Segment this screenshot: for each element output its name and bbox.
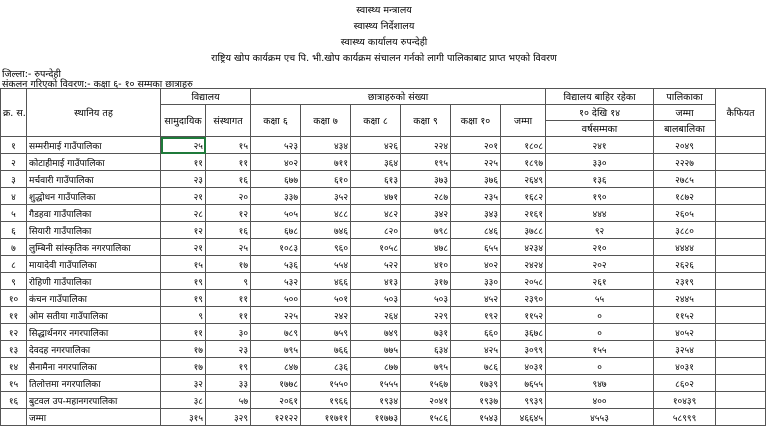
cell-g7[interactable]: ४६६ [301, 273, 351, 290]
cell-community[interactable]: २५ [161, 137, 206, 154]
cell-palika[interactable]: २०४९ [654, 137, 716, 154]
cell-total[interactable]: २४२४ [501, 256, 546, 273]
cell-outside[interactable]: ४५५३ [546, 409, 654, 426]
header-out-of-school: विद्यालय बाहिर रहेका [546, 89, 654, 105]
cell-g6[interactable]: ७८९ [251, 324, 301, 341]
cell-institutional[interactable]: २५ [206, 239, 251, 256]
cell-g10[interactable]: ४२५ [451, 341, 501, 358]
cell-g6[interactable]: ६७८ [251, 222, 301, 239]
cell-sn[interactable]: ८ [1, 256, 27, 273]
cell-community[interactable]: १७ [161, 358, 206, 375]
header-grade7: कक्षा ७ [301, 105, 351, 137]
cell-outside[interactable]: २६१ [546, 273, 654, 290]
cell-g7[interactable]: ३५२ [301, 188, 351, 205]
cell-g9[interactable]: ४१० [401, 256, 451, 273]
cell-g7[interactable]: ९६० [301, 239, 351, 256]
header-palika-total-2: जम्मा [654, 105, 716, 121]
cell-name[interactable]: मर्चवारी गाउँपालिका [27, 171, 161, 188]
cell-palika[interactable]: २४४५ [654, 290, 716, 307]
cell-palika[interactable]: ५८९९९ [654, 409, 716, 426]
cell-palika[interactable]: २६०५ [654, 205, 716, 222]
table-row [1, 273, 766, 290]
cell-g6[interactable]: ५०५ [251, 205, 301, 222]
cell-g7[interactable]: ४८८ [301, 205, 351, 222]
cell-palika[interactable]: ८६०२ [654, 375, 716, 392]
cell-g6[interactable]: २२५ [251, 307, 301, 324]
cell-g6[interactable]: ५३२ [251, 273, 301, 290]
header-out-of-school-age: १० देखि १४ [546, 105, 654, 121]
cell-sn[interactable]: २ [1, 154, 27, 171]
cell-remarks[interactable] [716, 273, 766, 290]
cell-g8[interactable]: ५०३ [351, 290, 401, 307]
cell-g9[interactable]: २०४१ [401, 392, 451, 409]
table-row [1, 239, 766, 256]
cell-palika[interactable]: २७८५ [654, 171, 716, 188]
cell-g9[interactable]: ३७३ [401, 171, 451, 188]
table-row [1, 205, 766, 222]
cell-palika[interactable]: २२२७ [654, 154, 716, 171]
cell-g8[interactable]: ११७७३ [351, 409, 401, 426]
cell-remarks[interactable] [716, 341, 766, 358]
cell-g7[interactable]: ७११ [301, 154, 351, 171]
cell-community[interactable]: १२ [161, 222, 206, 239]
cell-institutional[interactable]: १६ [206, 171, 251, 188]
cell-sn[interactable]: १० [1, 290, 27, 307]
cell-g8[interactable]: ५२२ [351, 256, 401, 273]
cell-g8[interactable]: ४८२ [351, 205, 401, 222]
cell-remarks[interactable] [716, 290, 766, 307]
cell-g8[interactable]: ४१३ [351, 273, 401, 290]
cell-outside[interactable]: ० [546, 324, 654, 341]
cell-name[interactable]: मायादेवी गाउँपालिका [27, 256, 161, 273]
cell-name[interactable]: रोहिणी गाउँपालिका [27, 273, 161, 290]
table-row [1, 307, 766, 324]
cell-institutional[interactable]: १२ [206, 205, 251, 222]
header-students-count: छात्राहरुको संख्या [251, 89, 546, 105]
cell-g9[interactable]: २८७ [401, 188, 451, 205]
table-row [1, 290, 766, 307]
cell-g10[interactable]: १९२ [451, 307, 501, 324]
cell-g7[interactable]: ११७११ [301, 409, 351, 426]
cell-g6[interactable]: ७९५ [251, 341, 301, 358]
cell-g9[interactable]: २२४ [401, 137, 451, 154]
header-palika-total: पालिकाका [654, 89, 716, 105]
cell-outside[interactable]: ९२ [546, 222, 654, 239]
cell-g10[interactable]: ६६० [451, 324, 501, 341]
cell-sn[interactable]: ४ [1, 188, 27, 205]
cell-name[interactable]: तिलोत्तमा नगरपालिका [27, 375, 161, 392]
cell-community[interactable]: ११ [161, 154, 206, 171]
header-grade6: कक्षा ६ [251, 105, 301, 137]
cell-g8[interactable]: ८२० [351, 222, 401, 239]
cell-remarks[interactable] [716, 375, 766, 392]
cell-sn[interactable]: ७ [1, 239, 27, 256]
cell-sn[interactable]: ६ [1, 222, 27, 239]
table-row [1, 375, 766, 392]
header-grade10: कक्षा १० [451, 105, 501, 137]
cell-name[interactable]: सिद्धार्थनगर नगरपालिका [27, 324, 161, 341]
cell-total[interactable]: १६८२ [501, 188, 546, 205]
cell-institutional[interactable]: ३० [206, 324, 251, 341]
district-line: जिल्ला:- रुपन्देही [2, 69, 61, 80]
header-community: सामुदायिक [161, 105, 206, 137]
heading-ministry: स्वास्थ्य मन्त्रालय [356, 5, 412, 16]
cell-g9[interactable]: ६३४ [401, 341, 451, 358]
cell-g6[interactable]: ५२३ [251, 137, 301, 154]
cell-g6[interactable]: १७७८ [251, 375, 301, 392]
cell-g6[interactable]: ४०२ [251, 154, 301, 171]
cell-g8[interactable]: ४२६ [351, 137, 401, 154]
cell-institutional[interactable]: १७ [206, 256, 251, 273]
header-grade9: कक्षा ९ [401, 105, 451, 137]
cell-total[interactable]: ३७८८ [501, 222, 546, 239]
cell-g7[interactable]: ७६६ [301, 341, 351, 358]
cell-g9[interactable]: ७९५ [401, 358, 451, 375]
cell-name[interactable]: कंचन गाउँपालिका [27, 290, 161, 307]
cell-g6[interactable]: २०६१ [251, 392, 301, 409]
cell-sn[interactable]: ११ [1, 307, 27, 324]
header-grade8: कक्षा ८ [351, 105, 401, 137]
cell-g7[interactable]: १५५० [301, 375, 351, 392]
cell-g7[interactable]: ७४६ [301, 222, 351, 239]
cell-palika[interactable]: २६२६ [654, 256, 716, 273]
cell-remarks[interactable] [716, 307, 766, 324]
cell-total[interactable]: ४२३४ [501, 239, 546, 256]
cell-remarks[interactable] [716, 171, 766, 188]
table-row [1, 154, 766, 171]
cell-outside[interactable]: ० [546, 307, 654, 324]
cell-sn[interactable]: १२ [1, 324, 27, 341]
cell-name[interactable]: देवदह नगरपालिका [27, 341, 161, 358]
cell-community[interactable]: २८ [161, 205, 206, 222]
cell-g7[interactable]: ६१० [301, 171, 351, 188]
totals-row [1, 409, 766, 426]
heading-office: स्वास्थ्य कार्यालय रुपन्देही [340, 37, 428, 48]
cell-remarks[interactable] [716, 205, 766, 222]
cell-remarks[interactable] [716, 409, 766, 426]
cell-g7[interactable]: ५०१ [301, 290, 351, 307]
cell-outside[interactable]: २४१ [546, 137, 654, 154]
cell-palika[interactable]: ३८८० [654, 222, 716, 239]
header-palika-children: बालबालिका [654, 121, 716, 137]
cell-total[interactable]: ७६५५ [501, 375, 546, 392]
cell-outside[interactable]: १५५ [546, 341, 654, 358]
cell-g10[interactable]: २२५ [451, 154, 501, 171]
cell-total[interactable]: २०५८ [501, 273, 546, 290]
collection-line: संकलन गरिएको विवरण:- कक्षा ६- १० सम्मका छात्राहरु [2, 79, 193, 90]
table-row [1, 358, 766, 375]
cell-total[interactable]: ११५२ [501, 307, 546, 324]
cell-g8[interactable]: ८७७ [351, 358, 401, 375]
cell-total[interactable]: ९९३९ [501, 392, 546, 409]
cell-g8[interactable]: ७७५ [351, 341, 401, 358]
cell-outside[interactable]: २०२ [546, 256, 654, 273]
cell-sn[interactable]: १५ [1, 375, 27, 392]
cell-g8[interactable]: ६१३ [351, 171, 401, 188]
cell-total[interactable]: ४६६४५ [501, 409, 546, 426]
cell-institutional[interactable]: ९ [206, 273, 251, 290]
cell-palika[interactable]: ४४४४ [654, 239, 716, 256]
cell-g10[interactable]: २३५ [451, 188, 501, 205]
cell-g7[interactable]: ४३४ [301, 137, 351, 154]
cell-palika[interactable]: १८७२ [654, 188, 716, 205]
cell-g10[interactable]: ८४६ [451, 222, 501, 239]
cell-g9[interactable]: ५०३ [401, 290, 451, 307]
cell-community[interactable]: १७ [161, 341, 206, 358]
cell-g9[interactable]: ३४२ [401, 205, 451, 222]
cell-remarks[interactable] [716, 188, 766, 205]
cell-g10[interactable]: १५४३ [451, 409, 501, 426]
cell-institutional[interactable]: ११ [206, 154, 251, 171]
cell-sn[interactable]: ३ [1, 171, 27, 188]
cell-outside[interactable]: ० [546, 358, 654, 375]
cell-g8[interactable]: १९३४ [351, 392, 401, 409]
cell-palika[interactable]: १०४३९ [654, 392, 716, 409]
cell-g9[interactable]: १९५ [401, 154, 451, 171]
cell-g7[interactable]: २४२ [301, 307, 351, 324]
cell-outside[interactable]: १९० [546, 188, 654, 205]
cell-remarks[interactable] [716, 358, 766, 375]
cell-g8[interactable]: १५५५ [351, 375, 401, 392]
cell-community[interactable]: १९ [161, 290, 206, 307]
cell-outside[interactable]: ५५ [546, 290, 654, 307]
cell-g7[interactable]: ५५४ [301, 256, 351, 273]
cell-remarks[interactable] [716, 154, 766, 171]
cell-name[interactable]: कोटाहीमाई गाउँपालिका [27, 154, 161, 171]
cell-g6[interactable]: ३३७ [251, 188, 301, 205]
cell-g10[interactable]: ४५२ [451, 290, 501, 307]
cell-community[interactable]: २१ [161, 188, 206, 205]
cell-outside[interactable]: १३६ [546, 171, 654, 188]
header-total: जम्मा [501, 105, 546, 137]
cell-outside[interactable]: ४०० [546, 392, 654, 409]
cell-sn[interactable] [1, 409, 27, 426]
cell-g9[interactable]: ७३१ [401, 324, 451, 341]
cell-g8[interactable]: ७४९ [351, 324, 401, 341]
cell-g9[interactable]: २२९ [401, 307, 451, 324]
cell-remarks[interactable] [716, 239, 766, 256]
table-row [1, 137, 766, 154]
cell-g9[interactable]: ३१७ [401, 273, 451, 290]
header-sn: क्र. स. [1, 89, 27, 137]
cell-remarks[interactable] [716, 222, 766, 239]
cell-institutional[interactable]: १५ [206, 137, 251, 154]
cell-name[interactable]: लुम्बिनी सांस्कृतिक नगरपालिका [27, 239, 161, 256]
cell-g10[interactable]: १९३७ [451, 392, 501, 409]
cell-outside[interactable]: ३३० [546, 154, 654, 171]
cell-community[interactable]: १९ [161, 273, 206, 290]
cell-palika[interactable]: ३२५४ [654, 341, 716, 358]
cell-name[interactable]: जम्मा [27, 409, 161, 426]
cell-community[interactable]: २१ [161, 239, 206, 256]
cell-community[interactable]: ३२ [161, 375, 206, 392]
cell-remarks[interactable] [716, 324, 766, 341]
cell-g10[interactable]: २०१ [451, 137, 501, 154]
table-row [1, 222, 766, 239]
cell-g10[interactable]: ४०२ [451, 256, 501, 273]
cell-palika[interactable]: २३१९ [654, 273, 716, 290]
cell-sn[interactable]: १ [1, 137, 27, 154]
cell-g9[interactable]: १५६७ [401, 375, 451, 392]
cell-palika[interactable]: ४०५२ [654, 324, 716, 341]
cell-name[interactable]: सियारी गाउँपालिका [27, 222, 161, 239]
cell-g9[interactable]: १५८६ [401, 409, 451, 426]
cell-g10[interactable]: ६५५ [451, 239, 501, 256]
cell-institutional[interactable]: ११ [206, 307, 251, 324]
cell-g9[interactable]: ७९८ [401, 222, 451, 239]
cell-g10[interactable]: ३३० [451, 273, 501, 290]
cell-community[interactable]: ३१५ [161, 409, 206, 426]
header-institutional: संस्थागत [206, 105, 251, 137]
cell-remarks[interactable] [716, 392, 766, 409]
cell-g8[interactable]: ४७१ [351, 188, 401, 205]
table-row [1, 188, 766, 205]
cell-total[interactable]: २३९० [501, 290, 546, 307]
cell-community[interactable]: ९ [161, 307, 206, 324]
cell-remarks[interactable] [716, 256, 766, 273]
cell-community[interactable]: ३८ [161, 392, 206, 409]
cell-outside[interactable]: ९४७ [546, 375, 654, 392]
cell-sn[interactable]: ९ [1, 273, 27, 290]
table-row [1, 324, 766, 341]
cell-palika[interactable]: ४०३१ [654, 358, 716, 375]
cell-total[interactable]: २६४९ [501, 171, 546, 188]
cell-g7[interactable]: १९६६ [301, 392, 351, 409]
cell-name[interactable]: गैडहवा गाउँपालिका [27, 205, 161, 222]
table-row [1, 256, 766, 273]
cell-institutional[interactable]: १९ [206, 358, 251, 375]
hpv-table [0, 88, 766, 426]
cell-g6[interactable]: १०८३ [251, 239, 301, 256]
header-local-level: स्थानिय तह [27, 89, 161, 137]
cell-g10[interactable]: ३७६ [451, 171, 501, 188]
cell-g10[interactable]: ३४३ [451, 205, 501, 222]
cell-sn[interactable]: १३ [1, 341, 27, 358]
header-school: विद्यालय [161, 89, 251, 105]
table-row [1, 392, 766, 409]
cell-g8[interactable]: २६४ [351, 307, 401, 324]
cell-total[interactable]: २१६१ [501, 205, 546, 222]
cell-palika[interactable]: ११५२ [654, 307, 716, 324]
cell-institutional[interactable]: ३२९ [206, 409, 251, 426]
cell-total[interactable]: ३६७८ [501, 324, 546, 341]
cell-g10[interactable]: ७८६ [451, 358, 501, 375]
cell-community[interactable]: १५ [161, 256, 206, 273]
cell-g6[interactable]: ५३६ [251, 256, 301, 273]
cell-g6[interactable]: ५०० [251, 290, 301, 307]
cell-sn[interactable]: ५ [1, 205, 27, 222]
table-row [1, 341, 766, 358]
cell-g6[interactable]: १२१२२ [251, 409, 301, 426]
cell-institutional[interactable]: ३३ [206, 375, 251, 392]
cell-g8[interactable]: १०५८ [351, 239, 401, 256]
cell-remarks[interactable] [716, 137, 766, 154]
cell-institutional[interactable]: १६ [206, 222, 251, 239]
header-out-of-school-years: वर्षसम्मका [546, 121, 654, 137]
cell-total[interactable]: ३०९९ [501, 341, 546, 358]
cell-name[interactable]: शुद्धोधन गाउँपालिका [27, 188, 161, 205]
cell-community[interactable]: २३ [161, 171, 206, 188]
cell-name[interactable]: ओम सतीया गाउँपालिका [27, 307, 161, 324]
cell-g9[interactable]: ४७८ [401, 239, 451, 256]
cell-g7[interactable]: ८३६ [301, 358, 351, 375]
cell-g6[interactable]: ६७७ [251, 171, 301, 188]
cell-total[interactable]: १८९७ [501, 154, 546, 171]
cell-total[interactable]: १८०८ [501, 137, 546, 154]
cell-community[interactable]: ११ [161, 324, 206, 341]
cell-name[interactable]: सैनामैना नगरपालिका [27, 358, 161, 375]
cell-outside[interactable]: ४४४ [546, 205, 654, 222]
heading-program: राष्ट्रिय खोप कार्यक्रम एच पि. भी.खोप कार्यक्रम संचालन गर्नको लागी पालिकाबाट प्राप्त भएको विवरण [211, 53, 557, 64]
table-row [1, 171, 766, 188]
cell-institutional[interactable]: २० [206, 188, 251, 205]
cell-institutional[interactable]: २३ [206, 341, 251, 358]
cell-outside[interactable]: २१० [546, 239, 654, 256]
heading-directorate: स्वास्थ्य निर्देशालय [353, 21, 415, 32]
cell-g10[interactable]: १७३९ [451, 375, 501, 392]
cell-g6[interactable]: ८४७ [251, 358, 301, 375]
cell-institutional[interactable]: ११ [206, 290, 251, 307]
cell-institutional[interactable]: ५७ [206, 392, 251, 409]
header-remarks: कैफियत [716, 89, 766, 137]
cell-sn[interactable]: १४ [1, 358, 27, 375]
cell-name[interactable]: सम्मरीमाई गाउँपालिका [27, 137, 161, 154]
cell-g8[interactable]: ३६४ [351, 154, 401, 171]
cell-g7[interactable]: ७५९ [301, 324, 351, 341]
cell-total[interactable]: ४०३१ [501, 358, 546, 375]
cell-sn[interactable]: १६ [1, 392, 27, 409]
cell-name[interactable]: बुटवल उप-महानगरपालिका [27, 392, 161, 409]
